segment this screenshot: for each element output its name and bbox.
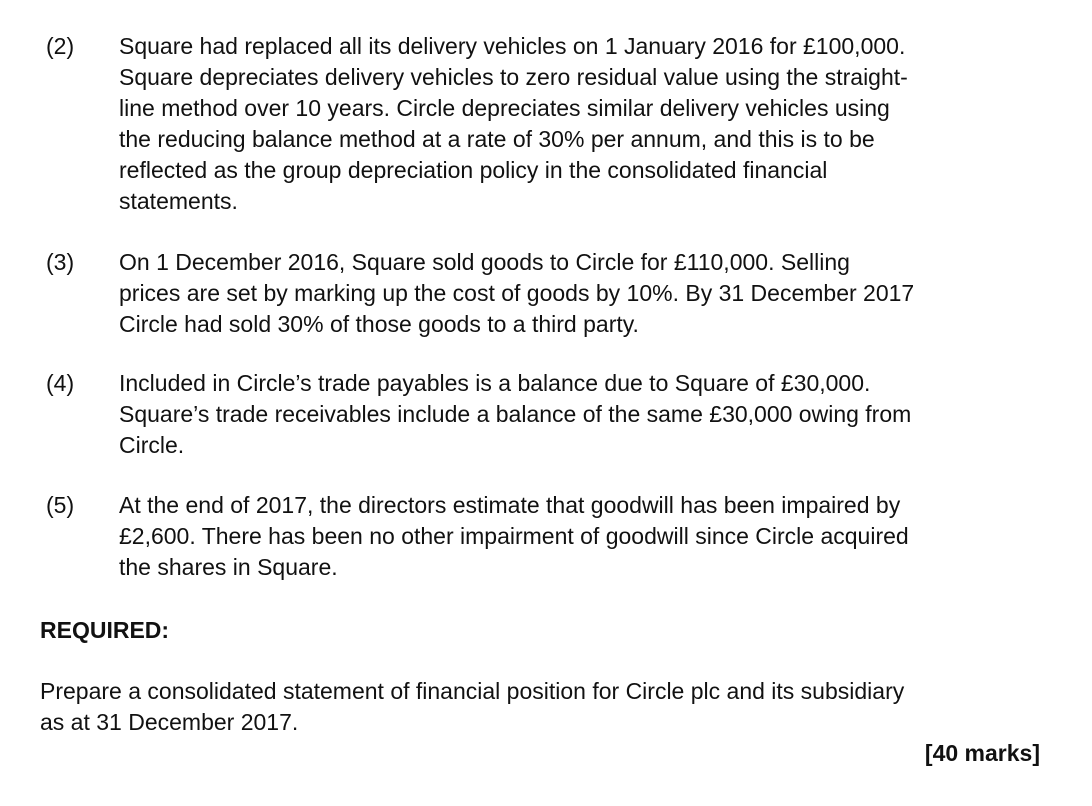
task-line: Prepare a consolidated statement of financial position for Circle plc and its subsidiary — [40, 678, 905, 704]
note-line: the reducing balance method at a rate of 30% per annum, and this is to be — [119, 126, 875, 152]
task-line: as at 31 December 2017. — [40, 709, 299, 735]
required-heading: REQUIRED: — [40, 617, 170, 643]
note-line: Circle had sold 30% of those goods to a third party. — [119, 311, 639, 337]
note-number: (4) — [46, 370, 75, 396]
note-number: (2) — [46, 33, 75, 59]
note-line: Square depreciates delivery vehicles to zero residual value using the straight- — [119, 64, 908, 90]
task-instruction — [40, 676, 1050, 738]
note-number: (3) — [46, 249, 75, 275]
note-line: On 1 December 2016, Square sold goods to Circle for £110,000. Selling — [119, 249, 850, 275]
note-line: Square had replaced all its delivery vehicles on 1 January 2016 for £100,000. — [119, 33, 906, 59]
note-line: Circle. — [119, 432, 185, 458]
note-text — [119, 247, 1049, 340]
note-line: Included in Circle’s trade payables is a balance due to Square of £30,000. — [119, 370, 871, 396]
note-line: reflected as the group depreciation policy in the consolidated financial — [119, 157, 828, 183]
note-line: £2,600. There has been no other impairment of goodwill since Circle acquired — [119, 523, 909, 549]
note-line: prices are set by marking up the cost of goods by 10%. By 31 December 2017 — [119, 280, 915, 306]
note-line: At the end of 2017, the directors estimate that goodwill has been impaired by — [119, 492, 901, 518]
marks-label: [40 marks] — [924, 740, 1040, 766]
note-text — [119, 31, 1049, 217]
note-line: line method over 10 years. Circle depreciates similar delivery vehicles using — [119, 95, 890, 121]
note-line: Square’s trade receivables include a balance of the same £30,000 owing from — [119, 401, 912, 427]
note-line: the shares in Square. — [119, 554, 338, 580]
note-text — [119, 490, 1049, 583]
note-line: statements. — [119, 188, 238, 214]
note-number: (5) — [46, 492, 75, 518]
note-text — [119, 368, 1049, 461]
